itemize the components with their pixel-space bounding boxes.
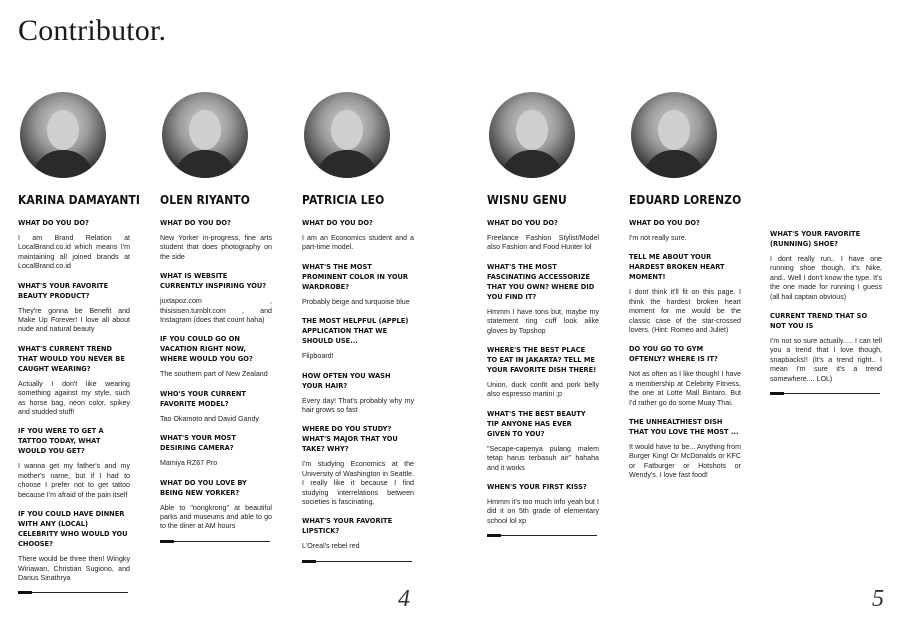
question: WHAT IS WEBSITE CURRENTLY INSPIRING YOU? xyxy=(160,271,267,291)
question: WHAT DO YOU LOVE BY BEING NEW YORKER? xyxy=(160,477,247,497)
answer: L'Oreal's rebel red xyxy=(302,542,360,551)
answer: There would be three then! Wingky Wiriawan, Christian Sugiono, and Darius Sinathrya xyxy=(18,555,130,582)
answer: They're gonna be Benefit and Make Up Forever! I love all about nude and natural beauty xyxy=(18,306,130,334)
answer: New Yorker in-progress, fine arts student that does photography on the side xyxy=(160,234,272,261)
avatar xyxy=(489,92,575,178)
question: WHAT'S YOUR MOST DESIRING CAMERA? xyxy=(160,433,236,453)
qa-block xyxy=(160,389,272,424)
section-end-rule xyxy=(770,393,880,394)
section-end-rule xyxy=(487,535,597,536)
question: WHAT DO YOU DO? xyxy=(629,218,700,227)
contributor-name: EDUARD LORENZO xyxy=(629,192,742,207)
qa-block xyxy=(302,371,414,416)
answer: Hmmm I have tons but, maybe my statement ring cuff look alike gloves by Topshop xyxy=(487,307,599,335)
qa-block xyxy=(302,262,414,307)
qa-block xyxy=(18,426,130,500)
question: IF YOU COULD GO ON VACATION RIGHT NOW, WHERE WOULD YOU GO? xyxy=(160,334,253,364)
qa-block xyxy=(302,316,414,361)
qa-block xyxy=(487,345,599,400)
qa-block xyxy=(160,271,272,325)
answer: Not as often as I like though! I have a membership at Celebrity Fitness, the one at Lotte Mall Bintaro. But I'd rather go do some Muay Thai. xyxy=(629,370,741,407)
answer: The southern part of New Zealand xyxy=(160,370,268,379)
qa-block xyxy=(487,482,599,526)
contributor-name: KARINA DAMAYANTI xyxy=(18,192,140,207)
question: WHAT'S THE MOST PROMINENT COLOR IN YOUR WARDROBE? xyxy=(302,261,409,291)
contributor-name: OLEN RIYANTO xyxy=(160,192,250,207)
answer: I'm not really sure. xyxy=(629,234,687,242)
qa-block xyxy=(18,344,130,418)
answer: I wanna get my father's and my mother's name, but if I had to choose I prefer not to get tattoo because I'm afraid of the pain itself xyxy=(18,462,130,499)
question: HOW OFTEN YOU WASH YOUR HAIR? xyxy=(302,370,391,390)
answer: Tao Okamoto and David Gandy xyxy=(160,414,259,423)
answer: Hmmm it's too much info yeah but I did it on 5th grade of elementary school lol xp xyxy=(487,498,599,525)
qa-block xyxy=(629,344,741,408)
question: WHO'S YOUR CURRENT FAVORITE MODEL? xyxy=(160,388,246,408)
qa-block xyxy=(487,218,599,253)
question: WHAT'S YOUR FAVORITE BEAUTY PRODUCT? xyxy=(18,280,109,300)
answer: Actually I don't like wearing something against my style, such as horse bag, neon color, spikey and studded stuff! xyxy=(18,379,130,417)
qa-block xyxy=(629,218,741,243)
contributor-column xyxy=(302,92,414,562)
contributor-column xyxy=(487,92,599,536)
page-number-left: 4 xyxy=(398,586,410,612)
answer: Freelance Fashion Stylist/Model also Fashion and Food Hunter lol xyxy=(487,234,599,252)
section-end-rule xyxy=(302,561,412,562)
answer: I dont really run.. I have one running shoe though, it's Nike, and.. Well I don't know the type. It's the one made for running I guess (all hail captain obvious) xyxy=(770,255,882,301)
qa-block xyxy=(302,516,414,551)
answer: Probably beige and turquoise blue xyxy=(302,297,410,306)
answer: Flipboard! xyxy=(302,352,334,361)
answer: I'm studying Economics at the University of Washington in Seattle. I really like it because I find studying interrelations between societies is fascinating. xyxy=(302,460,414,507)
question: WHEN'S YOUR FIRST KISS? xyxy=(487,482,587,492)
page-number-right: 5 xyxy=(872,586,884,612)
question: IF YOU WERE TO GET A TATTOO TODAY, WHAT WOULD YOU GET? xyxy=(18,426,104,456)
qa-block xyxy=(160,478,272,532)
contributor-column xyxy=(629,92,741,481)
contributor-column xyxy=(18,92,140,593)
question: WHAT DO YOU DO? xyxy=(160,218,231,227)
contributor-name: WISNU GENU xyxy=(487,192,567,207)
answer: "Secape-capenya pulang malem tetap harus terbasuh air" hahaha and it works xyxy=(487,444,599,472)
question: THE MOST HELPFUL (APPLE) APPLICATION THAT WE SHOULD USE... xyxy=(302,316,409,346)
avatar xyxy=(162,92,248,178)
answer: Able to "nongkrong" at beautiful parks and museums and able to go to the diner at AM hours xyxy=(160,503,272,531)
qa-block xyxy=(160,218,272,262)
question: WHAT DO YOU DO? xyxy=(18,218,89,227)
section-end-rule xyxy=(18,592,128,593)
answer: I am Brand Relation at LocalBrand.co.id which means I'm maintaining all joined brands at LocalBrand.co.id xyxy=(18,234,130,271)
qa-block xyxy=(302,218,414,253)
qa-block xyxy=(770,311,882,384)
qa-block xyxy=(160,334,272,379)
contributor-column-continued xyxy=(770,218,882,394)
question: WHAT DO YOU DO? xyxy=(302,218,373,227)
question: WHERE DO YOU STUDY? WHAT'S MAJOR THAT YOU TAKE? WHY? xyxy=(302,424,398,454)
question: WHAT'S THE BEST BEAUTY TIP ANYONE HAS EVER GIVEN TO YOU? xyxy=(487,408,586,438)
question: IF YOU COULD HAVE DINNER WITH ANY (LOCAL) CELEBRITY WHO WOULD YOU CHOOSE? xyxy=(18,509,128,549)
answer: Every day! That's probably why my hair grows so fast xyxy=(302,396,414,415)
question: WHAT'S YOUR FAVORITE LIPSTICK? xyxy=(302,516,393,536)
answer: I am an Economics student and a part-time model. xyxy=(302,234,414,252)
answer: I dont think it'll fit on this page. I think the hardest broken heart moment for me would be the classic case of the star-crossed lovers. (Hint: Romeo and Juliet) xyxy=(629,288,741,335)
answer: It would have to be... Anything from Burger King! Or McDonalds or KFC or Fatburger or Hotshots or Wendy's. I love fast food! xyxy=(629,443,741,480)
avatar xyxy=(20,92,106,178)
contributor-column xyxy=(160,92,272,542)
qa-block xyxy=(629,417,741,481)
question: WHERE'S THE BEST PLACE TO EAT IN JAKARTA? TELL ME YOUR FAVORITE DISH THERE! xyxy=(487,345,597,375)
qa-block xyxy=(487,409,599,473)
question: DO YOU GO TO GYM OFTENLY? WHERE IS IT? xyxy=(629,344,718,364)
answer: I'm not so sure actually..... I can tell you a trend that I love though, snapbacks!! (It's a trend right.. I mean I'm sure it's a trend somewhere.... LOL) xyxy=(770,337,882,383)
qa-block xyxy=(160,433,272,468)
question: TELL ME ABOUT YOUR HARDEST BROKEN HEART MOMENT! xyxy=(629,252,725,282)
qa-block xyxy=(487,262,599,336)
qa-block xyxy=(18,218,130,272)
page-title: Contributor. xyxy=(18,14,167,47)
answer: Mamiya RZ67 Pro xyxy=(160,459,218,468)
question: CURRENT TREND THAT SO NOT YOU IS xyxy=(770,311,868,331)
question: WHAT'S THE MOST FASCINATING ACCESSORIZE THAT YOU OWN? WHERE DID YOU FIND IT? xyxy=(487,261,595,301)
question: WHAT'S YOUR FAVORITE (RUNNING) SHOE? xyxy=(770,229,861,248)
question: WHAT DO YOU DO? xyxy=(487,218,558,227)
qa-block xyxy=(302,424,414,507)
contributor-name: PATRICIA LEO xyxy=(302,192,385,207)
avatar xyxy=(631,92,717,178)
section-end-rule xyxy=(160,541,270,542)
qa-block xyxy=(18,509,130,583)
avatar xyxy=(304,92,390,178)
qa-block xyxy=(18,281,130,335)
qa-block xyxy=(629,252,741,335)
question: THE UNHEALTHIEST DISH THAT YOU LOVE THE MOST ... xyxy=(629,417,739,437)
answer: Union, duck confit and pork belly also espresso martini ;p xyxy=(487,381,599,399)
question: WHAT'S CURRENT TREND THAT WOULD YOU NEVER BE CAUGHT WEARING? xyxy=(18,343,125,373)
answer: juxtapoz.com , thisisisen.tumblr.com , and Instagram (does that count haha) xyxy=(160,297,272,325)
qa-block xyxy=(770,229,882,302)
